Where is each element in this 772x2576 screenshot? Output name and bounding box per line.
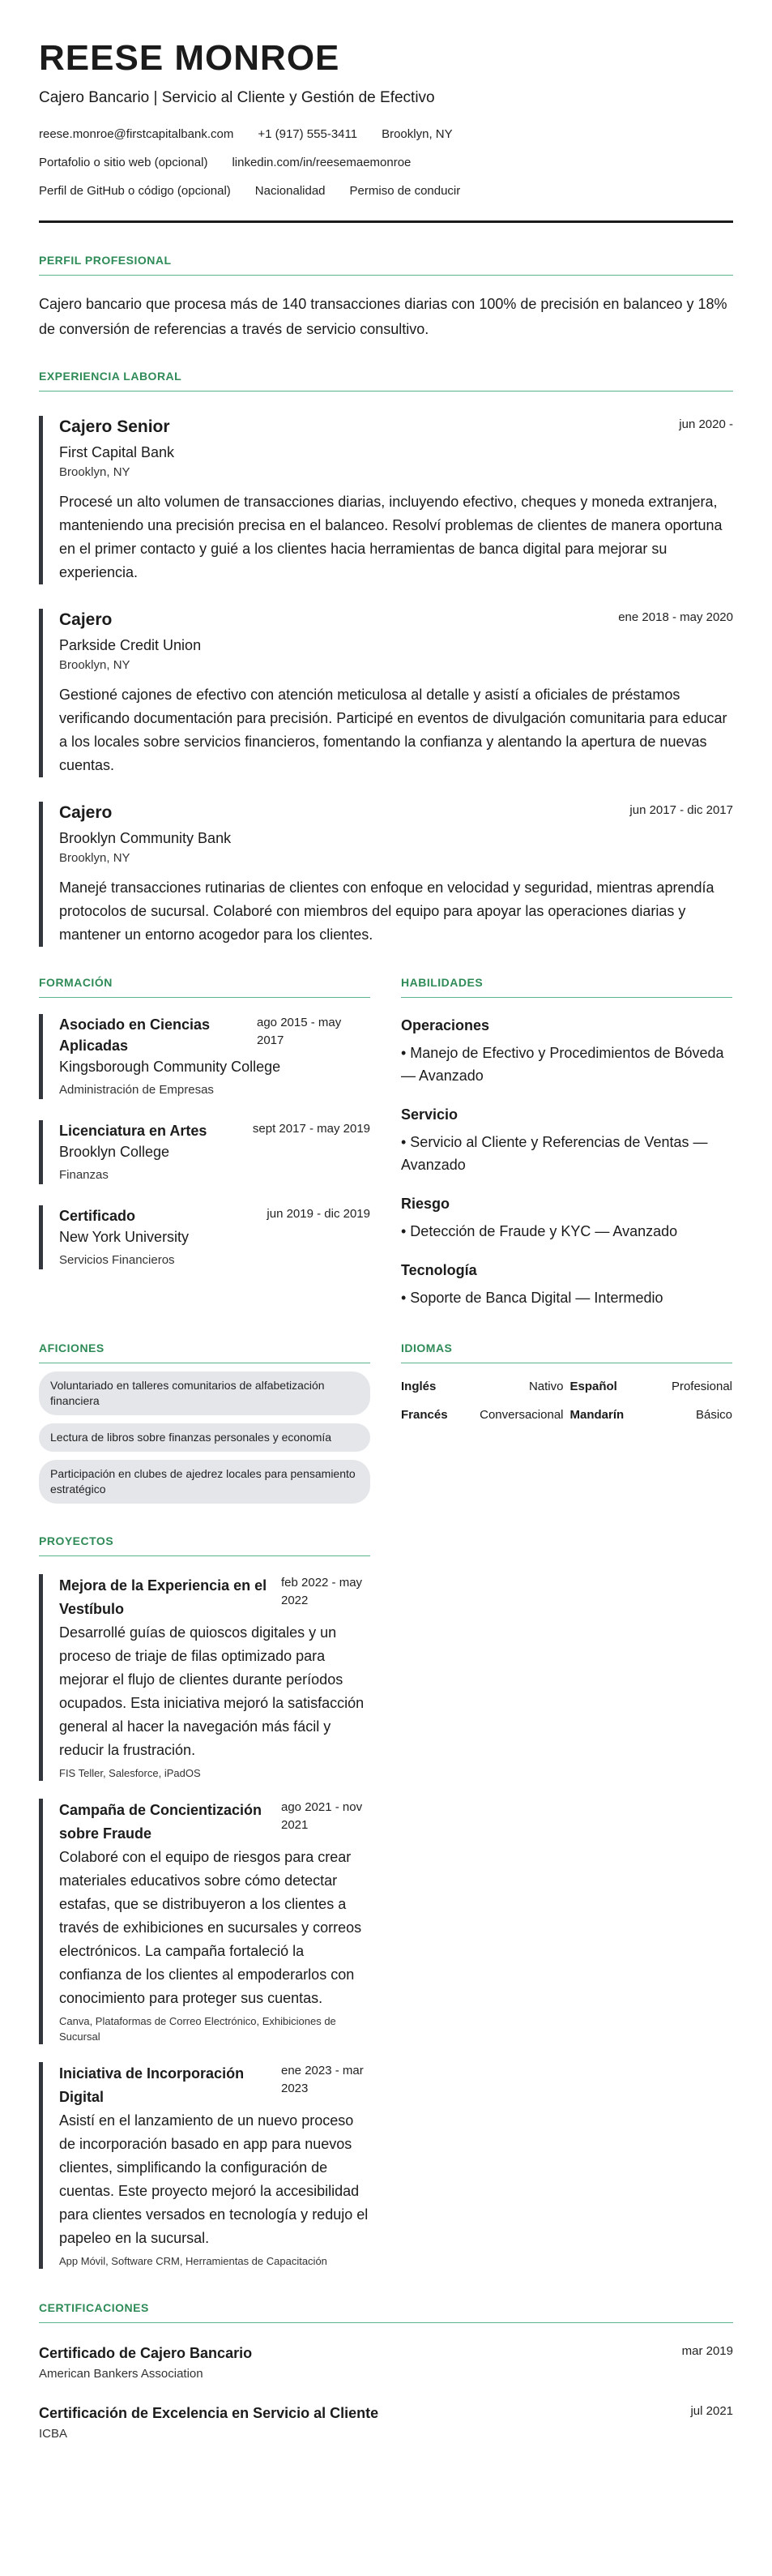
skills-section — [401, 976, 732, 1309]
job-title: Cajero Senior — [59, 417, 170, 436]
degree-title: Certificado — [59, 1208, 136, 1224]
education-entry — [39, 1014, 370, 1099]
skill-item: • Detección de Fraude y KYC — Avanzado — [401, 1223, 678, 1239]
education-date: ago 2015 - may 2017 — [257, 1016, 342, 1047]
certification-entry — [39, 2343, 733, 2383]
project-entry — [39, 1799, 370, 2044]
language-name: Inglés — [401, 1380, 437, 1393]
education-entry — [39, 1205, 370, 1269]
project-description: Desarrollé guías de quioscos digitales y un proceso de triaje de filas optimizado para mejorar el flujo de clientes durante períodos ocupados. Esta iniciativa mejoró la satisfacción general al hacer la navegación más fácil y reducir la frustración. — [59, 1624, 365, 1758]
project-title: Campaña de Concientización sobre Fraude — [59, 1802, 262, 1842]
job-entry — [39, 609, 733, 777]
languages-section — [401, 1341, 732, 1504]
project-title: Mejora de la Experiencia en el Vestíbulo — [59, 1577, 267, 1617]
field-of-study: Finanzas — [59, 1168, 109, 1182]
nationality-text: Nacionalidad — [254, 184, 326, 198]
hobby-chip: Participación en clubes de ajedrez locales para pensamiento estratégico — [39, 1460, 370, 1504]
job-title: Cajero — [59, 610, 113, 629]
certification-title: Certificado de Cajero Bancario — [39, 2345, 253, 2361]
summary-text: Cajero bancario que procesa más de 140 transacciones diarias con 100% de precisión en balanceo y 18% de conversión de referencias a través de servicio consultivo. — [39, 296, 727, 337]
job-description: Gestioné cajones de efectivo con atención meticulosa al detalle y asistí a oficiales de préstamos verificando documentación para precisión. Participé en eventos de divulgación comunitaria para educar a los locales sobre servicios financieros, fomentando la confianza y alentando la apertura de nuevas cuentas. — [59, 687, 727, 773]
job-location: Brooklyn, NY — [59, 658, 130, 672]
job-company: Parkside Credit Union — [59, 637, 202, 653]
summary-section — [39, 254, 733, 342]
project-description: Colaboré con el equipo de riesgos para crear materiales educativos sobre cómo detectar estafas, que se distribuyeron a los clientes a través de exhibiciones en sucursales y correos electrónicos. La campaña fortaleció la confianza de los clientes al empoderarlos con conocimiento para proteger sus cuentas. — [59, 1849, 362, 2006]
certification-date: jul 2021 — [690, 2404, 733, 2418]
header-divider — [39, 220, 733, 223]
hobby-chip: Lectura de libros sobre finanzas personales y economía — [39, 1423, 370, 1452]
section-title-experience: EXPERIENCIA LABORAL — [39, 370, 733, 392]
language-level: Profesional — [671, 1380, 732, 1393]
language-entry — [401, 1380, 564, 1393]
job-company: Brooklyn Community Bank — [59, 830, 232, 846]
project-entry — [39, 2062, 370, 2269]
section-title-certifications: CERTIFICACIONES — [39, 2301, 733, 2323]
education-date: jun 2019 - dic 2019 — [267, 1207, 370, 1221]
contact-row-1 — [39, 126, 733, 143]
project-date: ene 2023 - mar 2023 — [281, 2064, 364, 2095]
degree-title: Asociado en Ciencias Aplicadas — [59, 1016, 211, 1054]
project-title: Iniciativa de Incorporación Digital — [59, 2065, 245, 2105]
education-section — [39, 976, 370, 1309]
projects-section — [39, 1534, 370, 2269]
job-date: jun 2017 - dic 2017 — [629, 803, 733, 817]
certification-date: mar 2019 — [681, 2344, 733, 2358]
license-text: Permiso de conducir — [349, 184, 461, 198]
education-entry — [39, 1120, 370, 1184]
job-company: First Capital Bank — [59, 444, 175, 460]
candidate-name: REESE MONROE — [39, 38, 340, 78]
school-name: Brooklyn College — [59, 1144, 170, 1160]
job-description: Manejé transacciones rutinarias de clientes con enfoque en velocidad y seguridad, mientras aprendía protocolos de sucursal. Colaboré con miembros del equipo para apoyar las operaciones diarias y mantener un entorno acogedor para los clientes. — [59, 879, 714, 943]
certification-entry — [39, 2403, 733, 2443]
headline: Cajero Bancario | Servicio al Cliente y Gestión de Efectivo — [39, 89, 435, 106]
project-date: feb 2022 - may 2022 — [281, 1576, 363, 1607]
job-date: ene 2018 - may 2020 — [618, 610, 733, 624]
job-date: jun 2020 - — [679, 417, 733, 431]
language-level: Conversacional — [480, 1408, 564, 1422]
job-title: Cajero — [59, 803, 113, 822]
skill-category: Riesgo — [401, 1196, 450, 1212]
skill-item: • Manejo de Efectivo y Procedimientos de Bóveda — Avanzado — [401, 1045, 724, 1084]
section-title-projects: PROYECTOS — [39, 1534, 370, 1556]
email-link[interactable]: reese.monroe@firstcapitalbank.com — [39, 127, 234, 141]
github-link[interactable]: Perfil de GitHub o código (opcional) — [39, 184, 231, 198]
contact-row-3 — [39, 183, 733, 199]
certification-issuer: ICBA — [39, 2427, 68, 2441]
language-entry — [570, 1380, 733, 1393]
hobbies-section — [39, 1341, 370, 1504]
education-date: sept 2017 - may 2019 — [252, 1122, 370, 1136]
school-name: Kingsborough Community College — [59, 1059, 281, 1075]
hobby-chip: Voluntariado en talleres comunitarios de alfabetización financiera — [39, 1371, 370, 1415]
field-of-study: Servicios Financieros — [59, 1253, 175, 1267]
skill-item: • Soporte de Banca Digital — Intermedio — [401, 1290, 663, 1306]
skill-category: Tecnología — [401, 1262, 477, 1278]
certification-issuer: American Bankers Association — [39, 2367, 203, 2381]
phone-text: +1 (917) 555-3411 — [258, 127, 358, 141]
project-tech: FIS Teller, Salesforce, iPadOS — [59, 1767, 201, 1779]
language-level: Nativo — [528, 1380, 564, 1393]
project-tech: App Móvil, Software CRM, Herramientas de Capacitación — [59, 2255, 327, 2267]
certification-title: Certificación de Excelencia en Servicio al Cliente — [39, 2405, 379, 2421]
language-name: Español — [569, 1380, 617, 1393]
language-name: Mandarín — [569, 1408, 625, 1422]
degree-title: Licenciatura en Artes — [59, 1123, 207, 1139]
contact-row-2 — [39, 155, 733, 171]
section-title-languages: IDIOMAS — [401, 1341, 732, 1363]
experience-section — [39, 370, 733, 947]
section-title-education: FORMACIÓN — [39, 976, 370, 998]
job-location: Brooklyn, NY — [59, 851, 130, 865]
project-tech: Canva, Plataformas de Correo Electrónico, Exhibiciones de Sucursal — [59, 2015, 336, 2043]
language-entry — [401, 1408, 564, 1422]
location-text: Brooklyn, NY — [382, 127, 453, 141]
section-title-skills: HABILIDADES — [401, 976, 732, 998]
project-entry — [39, 1574, 370, 1781]
job-entry — [39, 802, 733, 947]
job-entry — [39, 416, 733, 584]
certifications-section — [39, 2301, 733, 2443]
portfolio-link[interactable]: Portafolio o sitio web (opcional) — [39, 156, 208, 169]
school-name: New York University — [59, 1229, 190, 1245]
section-title-summary: PERFIL PROFESIONAL — [39, 254, 733, 276]
skill-category: Servicio — [401, 1106, 459, 1123]
languages-grid — [401, 1380, 732, 1422]
skill-item: • Servicio al Cliente y Referencias de Ventas — Avanzado — [401, 1134, 708, 1173]
skill-category: Operaciones — [401, 1017, 490, 1033]
linkedin-link[interactable]: linkedin.com/in/reesemaemonroe — [232, 156, 412, 169]
job-description: Procesé un alto volumen de transacciones diarias, incluyendo efectivo, cheques y moneda extranjera, manteniendo una precisión precisa en el balanceo. Resolví problemas de clientes de manera oportuna en el primer contacto y guié a los clientes hacia herramientas de banca digital para mejorar su experiencia. — [59, 494, 723, 580]
language-name: Francés — [401, 1408, 448, 1422]
language-level: Básico — [695, 1408, 732, 1422]
project-date: ago 2021 - nov 2021 — [281, 1800, 363, 1832]
language-entry — [570, 1408, 733, 1422]
section-title-hobbies: AFICIONES — [39, 1341, 370, 1363]
job-location: Brooklyn, NY — [59, 465, 130, 479]
project-description: Asistí en el lanzamiento de un nuevo proceso de incorporación basado en app para nuevos clientes, simplificando la configuración de cuentas. Este proyecto mejoró la accesibilidad para clientes versados en tecnología y redujo el papeleo en la sucursal. — [59, 2112, 369, 2246]
field-of-study: Administración de Empresas — [59, 1083, 214, 1097]
education-skills-row — [39, 976, 733, 1309]
hobbies-languages-row — [39, 1341, 733, 1504]
